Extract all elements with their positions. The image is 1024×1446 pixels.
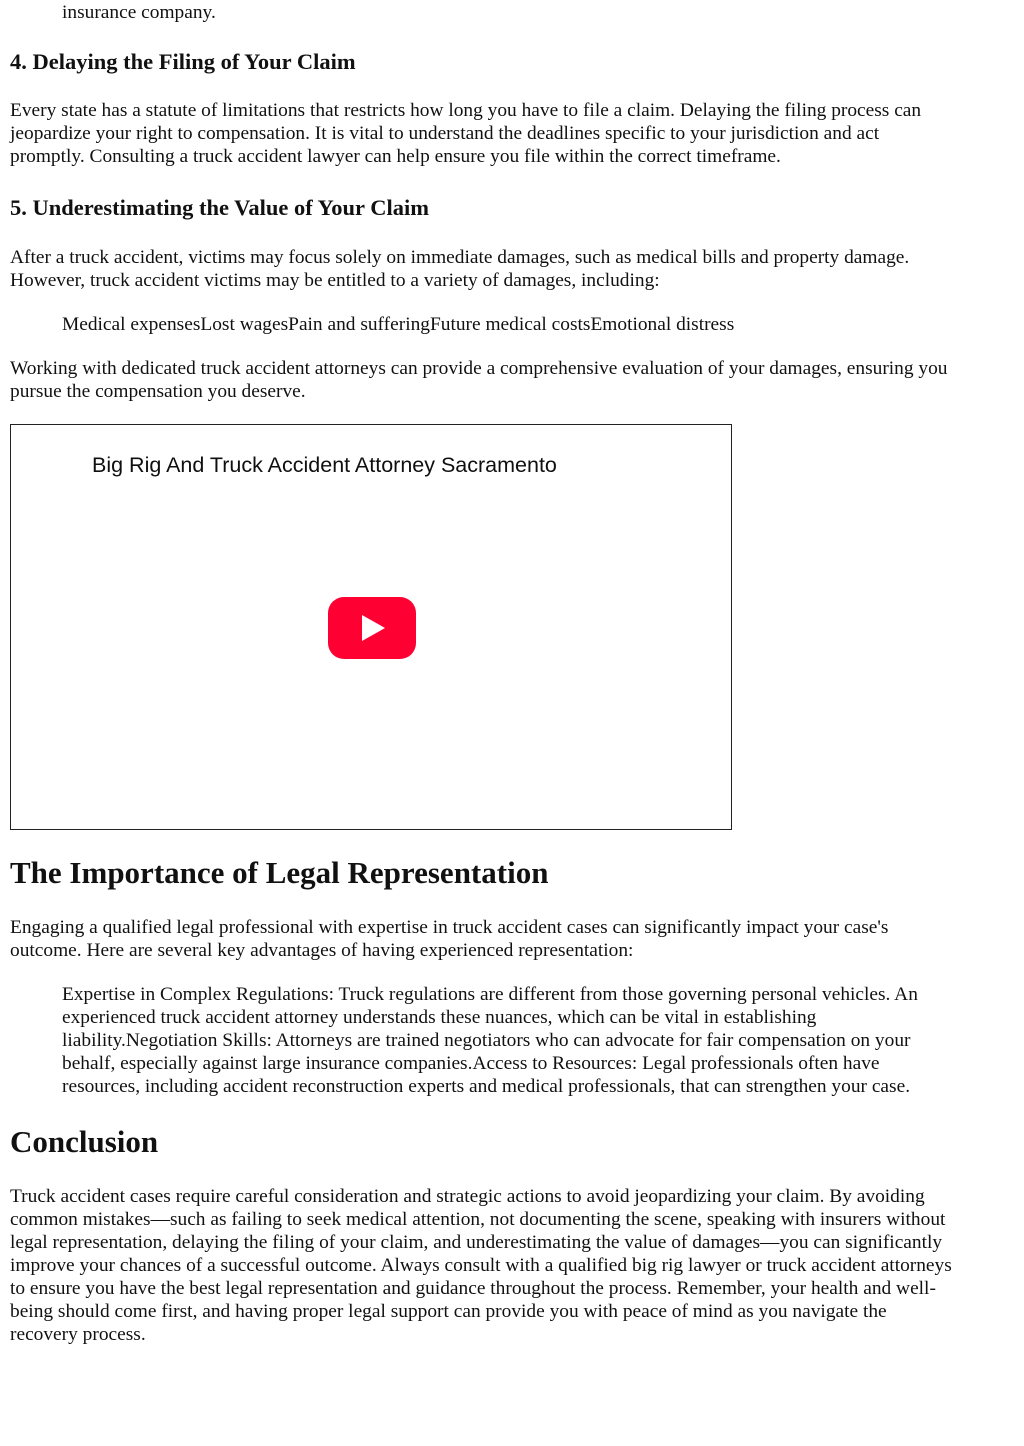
- section-5-heading: 5. Underestimating the Value of Your Claim: [10, 195, 429, 220]
- section-5-closing-line: Working with dedicated truck accident attorneys can provide a comprehensive evaluation of your damages, ensuring you: [10, 358, 948, 379]
- advantages-line: liability.Negotiation Skills: Attorneys are trained negotiators who can advocate for fair compensation on your: [62, 1030, 911, 1051]
- section-4-line: Every state has a statute of limitations that restricts how long you have to file a claim. Delaying the filing process can: [10, 100, 922, 121]
- advantages-line: behalf, especially against large insurance companies.Access to Resources: Legal professionals often have: [62, 1053, 880, 1074]
- damages-list: Medical expensesLost wagesPain and sufferingFuture medical costsEmotional distress: [62, 314, 735, 335]
- section-5-line: After a truck accident, victims may focus solely on immediate damages, such as medical bills and property damage.: [10, 247, 910, 268]
- youtube-play-icon: [362, 615, 385, 641]
- play-button[interactable]: [328, 597, 416, 659]
- conclusion-line: common mistakes—such as failing to seek medical attention, not documenting the scene, speaking with insurers without: [10, 1209, 946, 1230]
- conclusion-line: to ensure you have the best legal representation and guidance throughout the process. Remember, your health and well-: [10, 1278, 936, 1299]
- embedded-video[interactable]: [10, 424, 732, 830]
- section-5-line: However, truck accident victims may be entitled to a variety of damages, including:: [10, 270, 660, 291]
- section-4-line: jeopardize your right to compensation. It is vital to understand the deadlines specific to your jurisdiction and act: [10, 123, 880, 144]
- legal-section-line: Engaging a qualified legal professional with expertise in truck accident cases can significantly impact your case's: [10, 917, 889, 938]
- advantages-line: resources, including accident reconstruction experts and medical professionals, that can strengthen your case.: [62, 1076, 911, 1097]
- section-4-line: promptly. Consulting a truck accident lawyer can help ensure you file within the correct timeframe.: [10, 146, 781, 167]
- conclusion-line: improve your chances of a successful outcome. Always consult with a qualified big rig lawyer or truck accident attorneys: [10, 1255, 952, 1276]
- video-title[interactable]: Big Rig And Truck Accident Attorney Sacramento: [92, 453, 557, 477]
- conclusion-line: legal representation, delaying the filing of your claim, and underestimating the value of damages—you can significantly: [10, 1232, 943, 1253]
- conclusion-line: Truck accident cases require careful consideration and strategic actions to avoid jeopardizing your claim. By avoiding: [10, 1186, 925, 1207]
- conclusion-line: being should come first, and having proper legal support can provide you with peace of mind as you navigate the: [10, 1301, 887, 1322]
- intro-tail-text: insurance company.: [62, 2, 216, 23]
- legal-section-line: outcome. Here are several key advantages of having experienced representation:: [10, 940, 634, 961]
- advantages-line: Expertise in Complex Regulations: Truck regulations are different from those governing personal vehicles. An: [62, 984, 918, 1005]
- legal-representation-heading: The Importance of Legal Representation: [10, 855, 549, 890]
- section-5-closing-line: pursue the compensation you deserve.: [10, 381, 306, 402]
- advantages-line: experienced truck accident attorney understands these nuances, which can be vital in establishing: [62, 1007, 817, 1028]
- conclusion-heading: Conclusion: [10, 1124, 159, 1159]
- section-4-heading: 4. Delaying the Filing of Your Claim: [10, 49, 356, 74]
- conclusion-line: recovery process.: [10, 1324, 146, 1345]
